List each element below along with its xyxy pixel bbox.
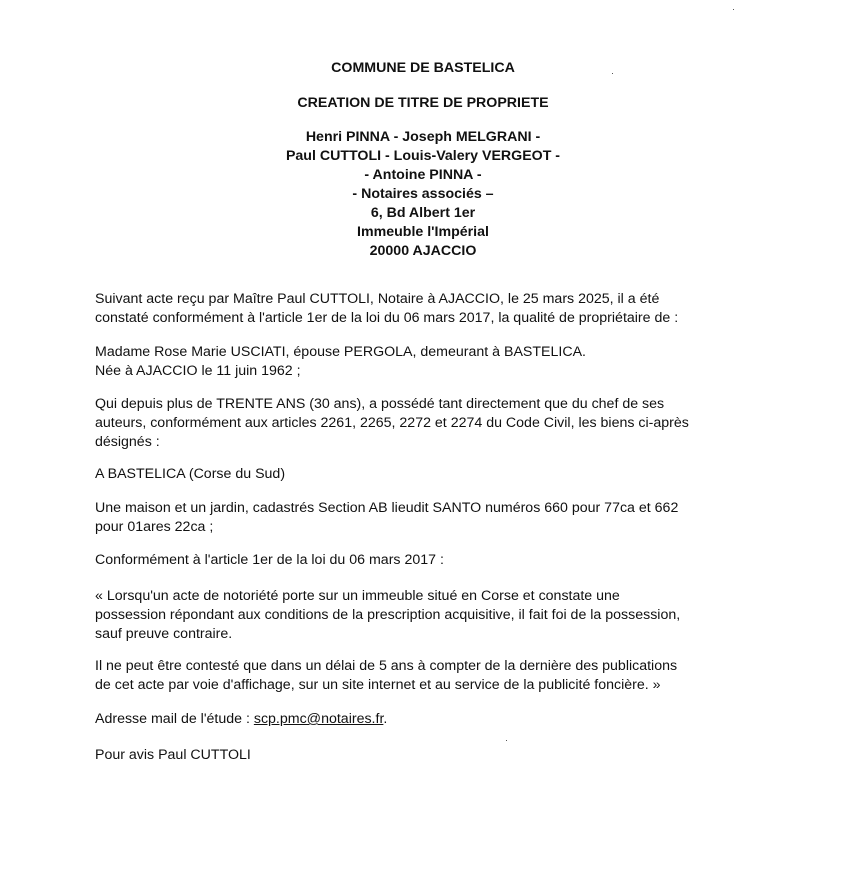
email-link[interactable]: scp.pmc@notaires.fr [253, 711, 384, 727]
scan-speck [612, 73, 613, 74]
paragraph-text: Madame Rose Marie USCIATI, épouse PERGOLA, demeurant à BASTELICA. Née à AJACCIO le 11 juin 1962 ; [95, 344, 586, 379]
notaries-line: Henri PINNA - Joseph MELGRANI - [305, 129, 541, 145]
paragraph-quote-2 [95, 657, 775, 695]
scan-speck [506, 740, 507, 741]
paragraph-text: « Lorsqu'un acte de notoriété porte sur un immeuble situé en Corse et constate une possession répondant aux conditions de la prescription acquisitive, il fait foi de la possession, sauf preuve contraire. [95, 588, 681, 642]
notaries-line: - Antoine PINNA - [364, 167, 482, 183]
notaries-address-line: 6, Bd Albert 1er [370, 205, 476, 221]
notaries-line: Paul CUTTOLI - Louis-Valery VERGEOT - [285, 148, 561, 164]
paragraph-text: Qui depuis plus de TRENTE ANS (30 ans), a possédé tant directement que du chef de ses auteurs, conformément aux articles 2261, 2265, 2272 et 2274 du Code Civil, les biens ci-après désignés : [95, 396, 689, 450]
paragraph-text: Conformément à l'article 1er de la loi du 06 mars 2017 : [95, 552, 444, 568]
paragraph-deed [95, 290, 775, 328]
paragraph-law-reference [95, 551, 775, 570]
document-title: CREATION DE TITRE DE PROPRIETE [297, 95, 549, 111]
email-label: Adresse mail de l'étude : [95, 711, 254, 727]
notaries-address-line: 20000 AJACCIO [369, 243, 477, 259]
signature [95, 746, 775, 765]
paragraph-text: A BASTELICA (Corse du Sud) [95, 466, 286, 482]
paragraph-location [95, 465, 775, 484]
paragraph-text: Suivant acte reçu par Maître Paul CUTTOLI, Notaire à AJACCIO, le 25 mars 2025, il a été constaté conformément à l'article 1er de la loi du 06 mars 2017, la qualité de propriétaire de : [95, 291, 679, 326]
paragraph-text: Il ne peut être contesté que dans un délai de 5 ans à compter de la dernière des publications de cet acte par voie d'affichage, sur un site internet et au service de la publicité foncière. » [95, 658, 678, 693]
paragraph-quote-1 [95, 587, 775, 644]
notaries-line: - Notaires associés – [352, 186, 494, 202]
scan-speck [733, 9, 734, 10]
email-period: . [383, 711, 388, 727]
notaries-block [0, 128, 846, 261]
paragraph-property [95, 499, 775, 537]
commune-heading: COMMUNE DE BASTELICA [331, 60, 515, 76]
paragraph-owner [95, 343, 775, 381]
signature-text: Pour avis Paul CUTTOLI [95, 747, 251, 763]
paragraph-text: Une maison et un jardin, cadastrés Section AB lieudit SANTO numéros 660 pour 77ca et 662 pour 01ares 22ca ; [95, 500, 679, 535]
notaries-address-line: Immeuble l'Impérial [357, 224, 489, 240]
paragraph-possession [95, 395, 775, 452]
paragraph-email [95, 710, 775, 729]
